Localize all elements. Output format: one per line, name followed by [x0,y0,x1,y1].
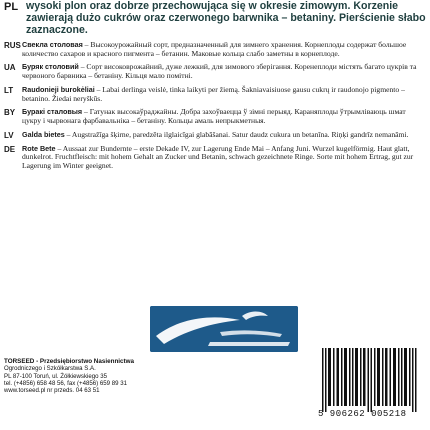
entry-text: – Сорт високоврожайний, дуже лежкий, для зимового зберігання. Коренеплоди містять багато цукрів та червоного барвника – бетаніну. Кільця мало помітні. [22,62,417,81]
lang-code: DE [4,144,16,154]
address-line: PL 87-100 Toruń, ul. Żółkiewskiego 35 [4,372,107,380]
barcode-number: 5 906262 005218 [318,409,407,419]
entry-lt [4,86,426,103]
entry-text: – Augstražīga šķirne, paredzēta ilglaicīgai glabāšanai. Satur daudz cukura un betanīna. Riņķi gandrīz nemanāmi. [64,129,409,139]
torseed-logo [150,306,298,352]
lang-code: LT [4,85,14,95]
entry-text: – Labai derlinga veislė, tinka laikyti per žiemą. Šakniavaisiuose gausu cukrų ir raudonojo pigmento – betanino. Žiedai neryškūs. [22,84,405,103]
entry-lv [4,131,426,140]
entry-title: Rote Bete [22,143,56,153]
entry-text: – Aussaat zur Bundernte – erste Dekade IV, zur Lagerung Ende Mai – Anfang Juni. Wurzel kugelförmig. Haut glatt, dunkelrot. Fruchtfleisch: mit hohem Gehalt an Zucker und Betanin, schwach gezeichnete Ringe. Sorte mit hohem Ertrag, gut zur Lagerung im Winter geeignet. [22,143,414,171]
entry-by [4,108,426,125]
entry-title: Galda bietes [22,129,65,139]
translations-list [4,41,426,171]
address-line: www.torseed.pl nr przeds. 04 63 51 [4,387,100,395]
address-line: tel. (+4856) 658 48 56, fax (+4856) 659 89 31 [4,379,127,387]
lang-code: UA [4,63,16,73]
entry-text: – Гатунак высокаўраджайны. Добра захоўваецца ў зімні перыяд. Караняплоды ўтрымліваюць шмат цукру і чырвонага фарбавальніка – бетаніну. Кольцы амаль непрыкметныя. [22,107,406,125]
entry-title: Буракі сталовыя [22,107,83,117]
entry-title: Свекла столовая [22,40,83,49]
lang-code: LV [4,130,14,140]
lang-code: RUS [4,41,21,50]
heading-pl [4,0,426,36]
heading-text: wysoki plon oraz dobrze przechowująca się w okresie zimowym. Korzenie zawierają dużo cukrów oraz czerwonego barwnika – betaniny. Pierścienie słabo zaznaczone. [26,0,426,36]
address-line: Ogrodniczego i Szkółkarstwa S.A. [4,365,96,373]
entry-title: Raudonieji burokėliai [22,84,95,94]
entry-rus [4,41,426,58]
producer-address [4,358,234,394]
entry-ua [4,63,426,80]
entry-text: – Высокоурожайный сорт, предназначенный для зимнего хранения. Корнеплоды содержат большое количество сахаров и красного пигмента – бетанин. Маковые кольца слабо заметны в корнеплоде. [22,40,407,58]
lang-code: BY [4,108,16,118]
entry-title: Буряк столовий [22,62,79,72]
entry-de [4,145,426,171]
lang-code-pl: PL [4,1,19,13]
company-name: TORSEED - Przedsiębiorstwo Nasiennictwa [4,358,135,365]
